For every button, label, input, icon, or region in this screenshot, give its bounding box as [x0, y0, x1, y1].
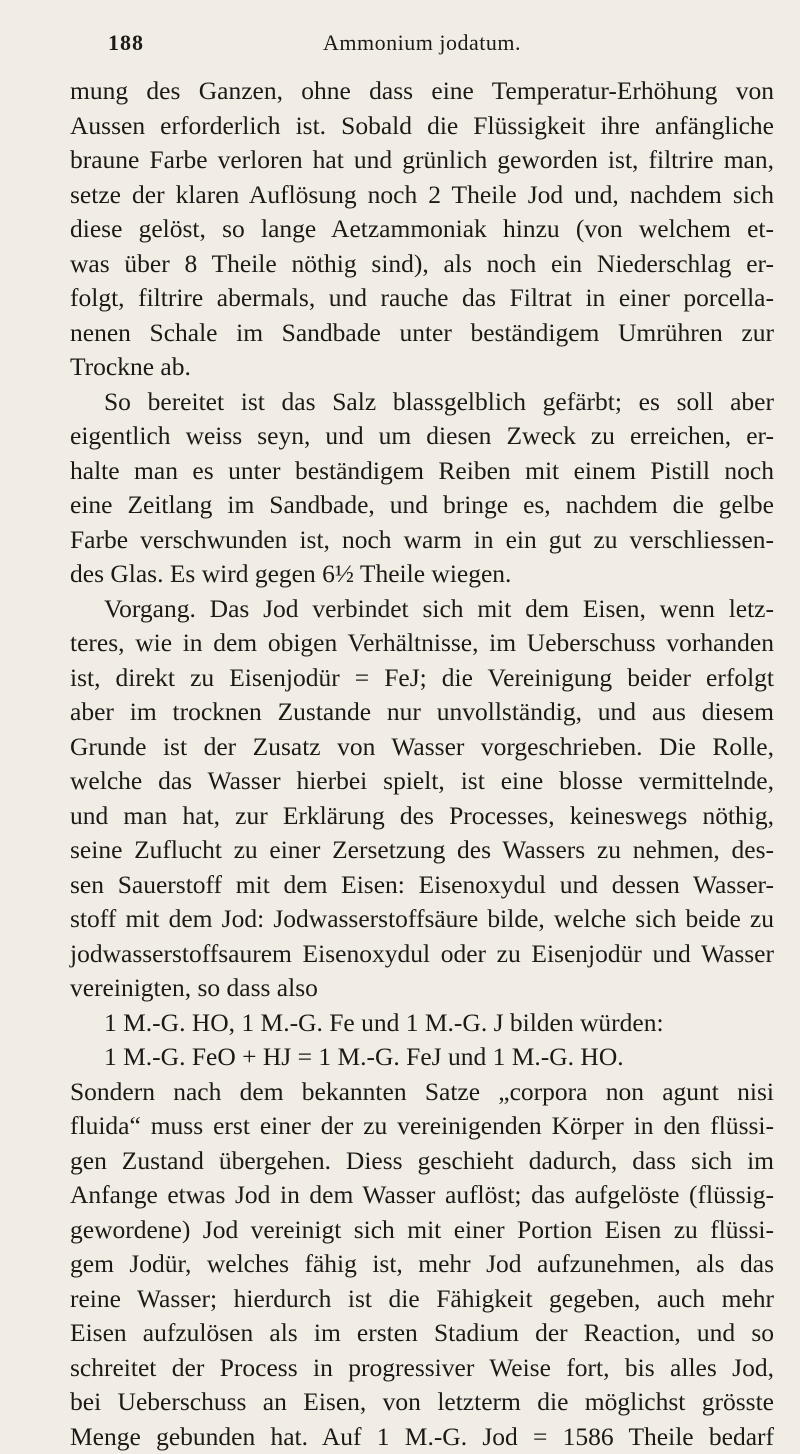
text-line: eigentlich weiss seyn, und um diesen Zweck zu erreichen, er- [70, 419, 774, 454]
text-line: welche das Wasser hierbei spielt, ist eine blosse vermittelnde, [70, 764, 774, 799]
text-line: Farbe verschwunden ist, noch warm in ein gut zu verschliessen- [70, 523, 774, 558]
page-number: 188 [108, 30, 144, 56]
text-line: fluida“ muss erst einer der zu vereinigenden Körper in den flüssi- [70, 1109, 774, 1144]
text-line: folgt, filtrire abermals, und rauche das Filtrat in einer porcella- [70, 281, 774, 316]
text-line: schreitet der Process in progressiver Weise fort, bis alles Jod, [70, 1351, 774, 1386]
text-line: bei Ueberschuss an Eisen, von letzterm die möglichst grösste [70, 1385, 774, 1420]
text-line: aber im trocknen Zustande nur unvollständig, und aus diesem [70, 695, 774, 730]
text-line: braune Farbe verloren hat und grünlich geworden ist, filtrire man, [70, 143, 774, 178]
text-line: 1 M.-G. FeO + HJ = 1 M.-G. FeJ und 1 M.-G. HO. [70, 1040, 774, 1075]
text-line: was über 8 Theile nöthig sind), als noch ein Niederschlag er- [70, 247, 774, 282]
text-line: stoff mit dem Jod: Jodwasserstoffsäure bilde, welche sich beide zu [70, 902, 774, 937]
text-line: So bereitet ist das Salz blassgelblich gefärbt; es soll aber [70, 385, 774, 420]
text-line: Trockne ab. [70, 350, 774, 385]
page-header [70, 30, 774, 60]
text-line: und man hat, zur Erklärung des Processes, keineswegs nöthig, [70, 799, 774, 834]
text-line: gen Zustand übergehen. Diess geschieht dadurch, dass sich im [70, 1144, 774, 1179]
text-line: gewordene) Jod vereinigt sich mit einer Portion Eisen zu flüssi- [70, 1213, 774, 1248]
text-line: Anfange etwas Jod in dem Wasser auflöst; das aufgelöste (flüssig- [70, 1178, 774, 1213]
text-line: eine Zeitlang im Sandbade, und bringe es, nachdem die gelbe [70, 488, 774, 523]
text-line: seine Zuflucht zu einer Zersetzung des Wassers zu nehmen, des- [70, 833, 774, 868]
text-line: des Glas. Es wird gegen 6½ Theile wiegen. [70, 557, 774, 592]
text-line: reine Wasser; hierdurch ist die Fähigkeit gegeben, auch mehr [70, 1282, 774, 1317]
text-line: teres, wie in dem obigen Verhältnisse, im Ueberschuss vorhanden [70, 626, 774, 661]
text-line: vereinigten, so dass also [70, 971, 774, 1006]
text-line: sen Sauerstoff mit dem Eisen: Eisenoxydul und dessen Wasser- [70, 868, 774, 903]
running-head: Ammonium jodatum. [70, 30, 774, 56]
text-line: Grunde ist der Zusatz von Wasser vorgeschrieben. Die Rolle, [70, 730, 774, 765]
text-line: gem Jodür, welches fähig ist, mehr Jod aufzunehmen, als das [70, 1247, 774, 1282]
text-line: ist, direkt zu Eisenjodür = FeJ; die Vereinigung beider erfolgt [70, 661, 774, 696]
text-line: Vorgang. Das Jod verbindet sich mit dem Eisen, wenn letz- [70, 592, 774, 627]
text-line: mung des Ganzen, ohne dass eine Temperatur-Erhöhung von [70, 74, 774, 109]
text-line: jodwasserstoffsaurem Eisenoxydul oder zu Eisenjodür und Wasser [70, 937, 774, 972]
text-line: Eisen aufzulösen als im ersten Stadium der Reaction, und so [70, 1316, 774, 1351]
text-line: nenen Schale im Sandbade unter beständigem Umrühren zur [70, 316, 774, 351]
text-line: halte man es unter beständigem Reiben mit einem Pistill noch [70, 454, 774, 489]
text-line: Menge gebunden hat. Auf 1 M.-G. Jod = 1586 Theile bedarf [70, 1420, 774, 1454]
text-line: Aussen erforderlich ist. Sobald die Flüssigkeit ihre anfängliche [70, 109, 774, 144]
text-line: setze der klaren Auflösung noch 2 Theile Jod und, nachdem sich [70, 178, 774, 213]
body-text [70, 74, 774, 1454]
text-line: Sondern nach dem bekannten Satze „corpora non agunt nisi [70, 1075, 774, 1110]
text-line: 1 M.-G. HO, 1 M.-G. Fe und 1 M.-G. J bilden würden: [70, 1006, 774, 1041]
text-line: diese gelöst, so lange Aetzammoniak hinzu (von welchem et- [70, 212, 774, 247]
